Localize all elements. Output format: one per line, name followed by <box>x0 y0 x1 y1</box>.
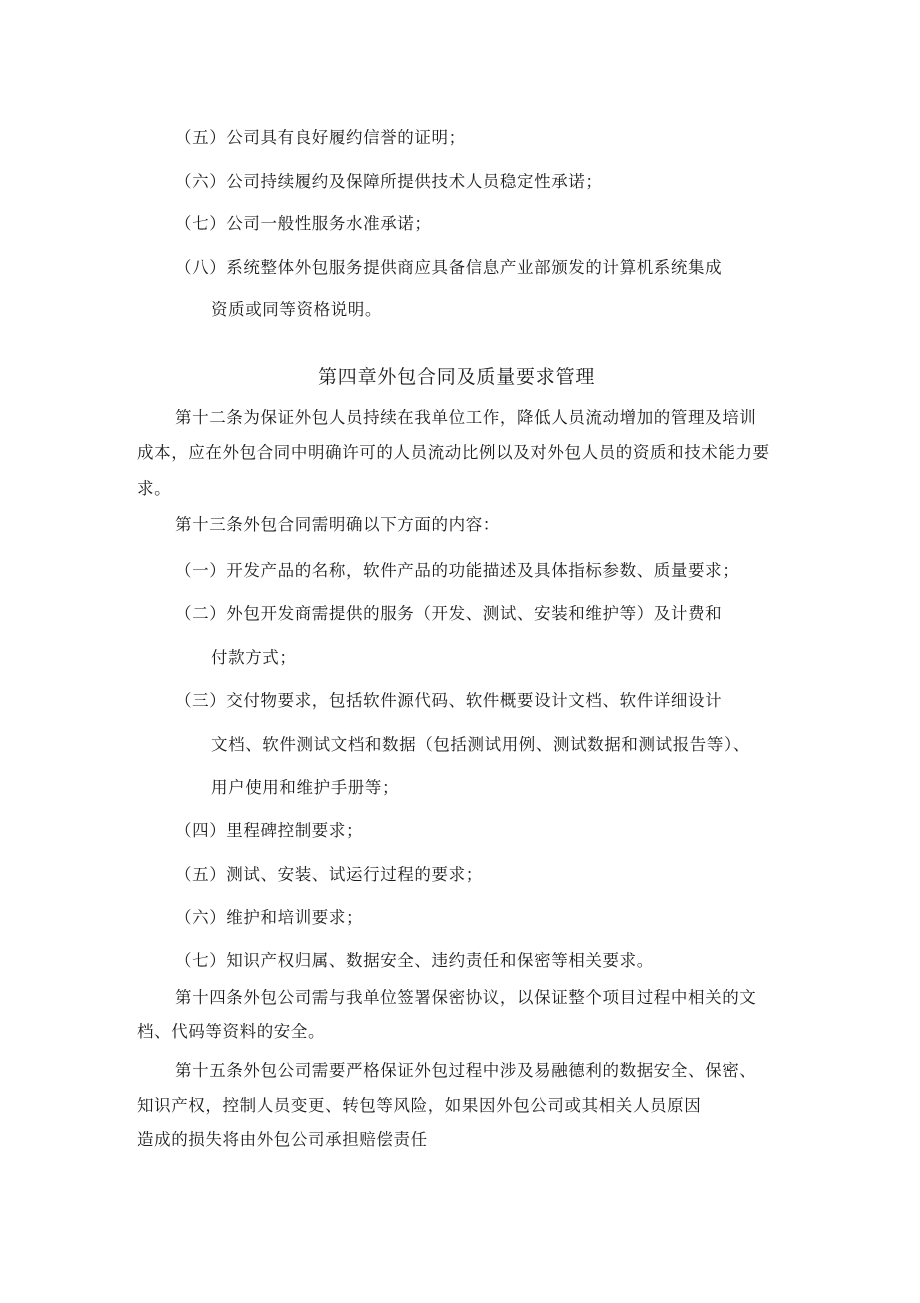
paragraph-line: 第十三条外包合同需明确以下方面的内容： <box>175 515 500 534</box>
paragraph-line: 第十四条外包公司需与我单位签署保密协议，以保证整个项目过程中相关的文 <box>175 988 757 1007</box>
list-item: （五）测试、安装、试运行过程的要求； <box>175 865 483 884</box>
chapter-title: 第四章外包合同及质量要求管理 <box>318 366 596 388</box>
list-item-continuation: 用户使用和维护手册等； <box>211 778 400 797</box>
paragraph-line: 第十五条外包公司需要严格保证外包过程中涉及易融德利的数据安全、保密、 <box>175 1061 757 1080</box>
list-item: （六）维护和培训要求； <box>175 908 364 927</box>
list-item: （三）交付物要求，包括软件源代码、软件概要设计文档、软件详细设计 <box>175 691 723 710</box>
list-item-continuation: 资质或同等资格说明。 <box>211 300 382 319</box>
list-item-continuation: 文档、软件测试文档和数据（包括测试用例、测试数据和测试报告等）、 <box>211 735 750 754</box>
paragraph-line: 第十二条为保证外包人员持续在我单位工作，降低人员流动增加的管理及培训 <box>175 408 757 427</box>
list-item: （四）里程碑控制要求； <box>175 821 364 840</box>
paragraph-line: 知识产权，控制人员变更、转包等风险，如果因外包公司或其相关人员原因 <box>137 1096 702 1115</box>
list-item-continuation: 付款方式； <box>211 648 297 667</box>
list-item: （五）公司具有良好履约信誉的证明； <box>175 128 466 147</box>
list-item: （一）开发产品的名称，软件产品的功能描述及具体指标参数、质量要求； <box>175 561 740 580</box>
paragraph-line: 求。 <box>137 479 172 498</box>
list-item: （七）公司一般性服务水准承诺； <box>175 214 432 233</box>
paragraph-line: 成本，应在外包合同中明确许可的人员流动比例以及对外包人员的资质和技术能力要 <box>137 443 770 462</box>
list-item: （八）系统整体外包服务提供商应具备信息产业部颁发的计算机系统集成 <box>175 258 723 277</box>
paragraph-line: 档、代码等资料的安全。 <box>137 1022 326 1041</box>
list-item: （二）外包开发商需提供的服务（开发、测试、安装和维护等）及计费和 <box>175 604 723 623</box>
list-item: （六）公司持续履约及保障所提供技术人员稳定性承诺； <box>175 172 603 191</box>
paragraph-line: 造成的损失将由外包公司承担赔偿责任 <box>137 1130 428 1149</box>
list-item: （七）知识产权归属、数据安全、违约责任和保密等相关要求。 <box>175 951 654 970</box>
